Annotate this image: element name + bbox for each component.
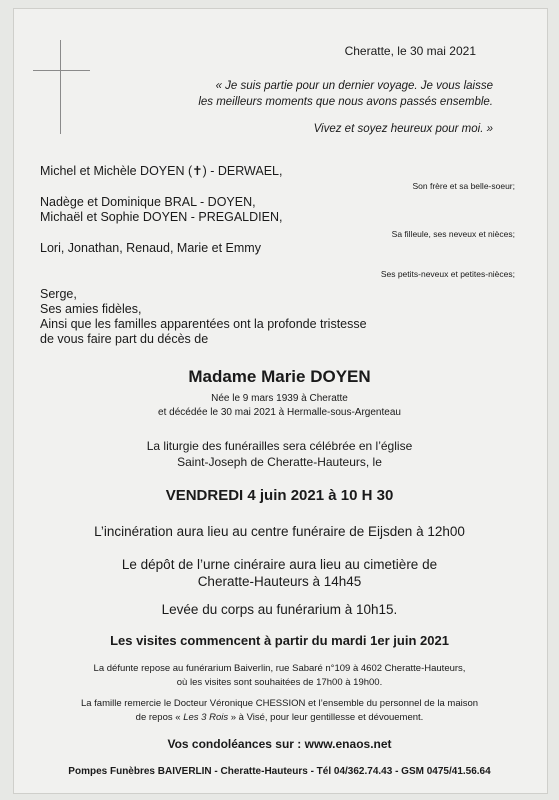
footer-line: Pompes Funèbres BAIVERLIN - Cheratte-Hauteurs - Tél 04/362.74.43 - GSM 0475/41.56.64 <box>68 766 491 777</box>
thanks-line-2 <box>0 712 559 723</box>
family-line-8: de vous faire part du décès de <box>40 332 209 346</box>
birth-line: Née le 9 mars 1939 à Cheratte <box>211 393 348 404</box>
family-line-6: Ses amies fidèles, <box>40 302 142 316</box>
visits-line: Les visites commencent à partir du mardi 1er juin 2021 <box>110 633 449 648</box>
cross-icon-vertical <box>60 40 61 134</box>
deceased-name: Madame Marie DOYEN <box>188 367 371 386</box>
relation-brother: Son frère et sa belle-soeur; <box>412 181 515 191</box>
thanks-line-1: La famille remercie le Docteur Véronique CHESSION et l’ensemble du personnel de la maison <box>80 698 479 709</box>
family-line-5: Serge, <box>40 287 77 301</box>
family-line-3: Michaël et Sophie DOYEN - PREGALDIEN, <box>40 210 283 224</box>
ceremony-datetime: VENDREDI 4 juin 2021 à 10 H 30 <box>165 487 394 504</box>
thanks-line-2-name: Les 3 Rois <box>183 712 229 723</box>
condolences-line: Vos condoléances sur : www.enaos.net <box>167 737 392 751</box>
quote-line-1: « Je suis partie pour un dernier voyage. Je vous laisse <box>215 80 493 92</box>
relation-godchild: Sa filleule, ses neveux et nièces; <box>391 229 515 239</box>
notice-date: Cheratte, le 30 mai 2021 <box>344 44 476 58</box>
family-line-4: Lori, Jonathan, Renaud, Marie et Emmy <box>40 241 261 255</box>
quote-line-3: Vivez et soyez heureux pour moi. » <box>313 123 493 135</box>
quote-line-2: les meilleurs moments que nous avons passés ensemble. <box>198 96 493 108</box>
rest-line-2: où les visites sont souhaitées de 17h00 à 19h00. <box>176 677 383 688</box>
family-line-1: Michel et Michèle DOYEN (✝) - DERWAEL, <box>40 164 283 178</box>
family-line-2: Nadège et Dominique BRAL - DOYEN, <box>40 195 256 209</box>
family-line-7: Ainsi que les familles apparentées ont la profonde tristesse <box>40 317 367 331</box>
liturgy-line-1: La liturgie des funérailles sera célébrée en l’église <box>146 439 413 453</box>
urn-line-2: Cheratte-Hauteurs à 14h45 <box>197 574 362 589</box>
rest-line-1: La défunte repose au funérarium Baiverlin, rue Sabaré n°109 à 4602 Cheratte-Hauteurs, <box>93 663 466 674</box>
death-line: et décédée le 30 mai 2021 à Hermalle-sous-Argenteau <box>158 407 401 418</box>
cremation-line: L’incinération aura lieu au centre funéraire de Eijsden à 12h00 <box>94 524 465 539</box>
cross-icon-horizontal <box>33 70 90 71</box>
relation-grandnephews: Ses petits-neveux et petites-nièces; <box>380 269 515 279</box>
urn-line-1: Le dépôt de l’urne cinéraire aura lieu au cimetière de <box>121 557 438 572</box>
liturgy-line-2: Saint-Joseph de Cheratte-Hauteurs, le <box>177 455 382 469</box>
thanks-line-2-post: » à Visé, pour leur gentillesse et dévouement. <box>228 712 424 723</box>
thanks-line-2-pre: de repos « <box>135 712 184 723</box>
levee-line: Levée du corps au funérarium à 10h15. <box>161 602 398 617</box>
